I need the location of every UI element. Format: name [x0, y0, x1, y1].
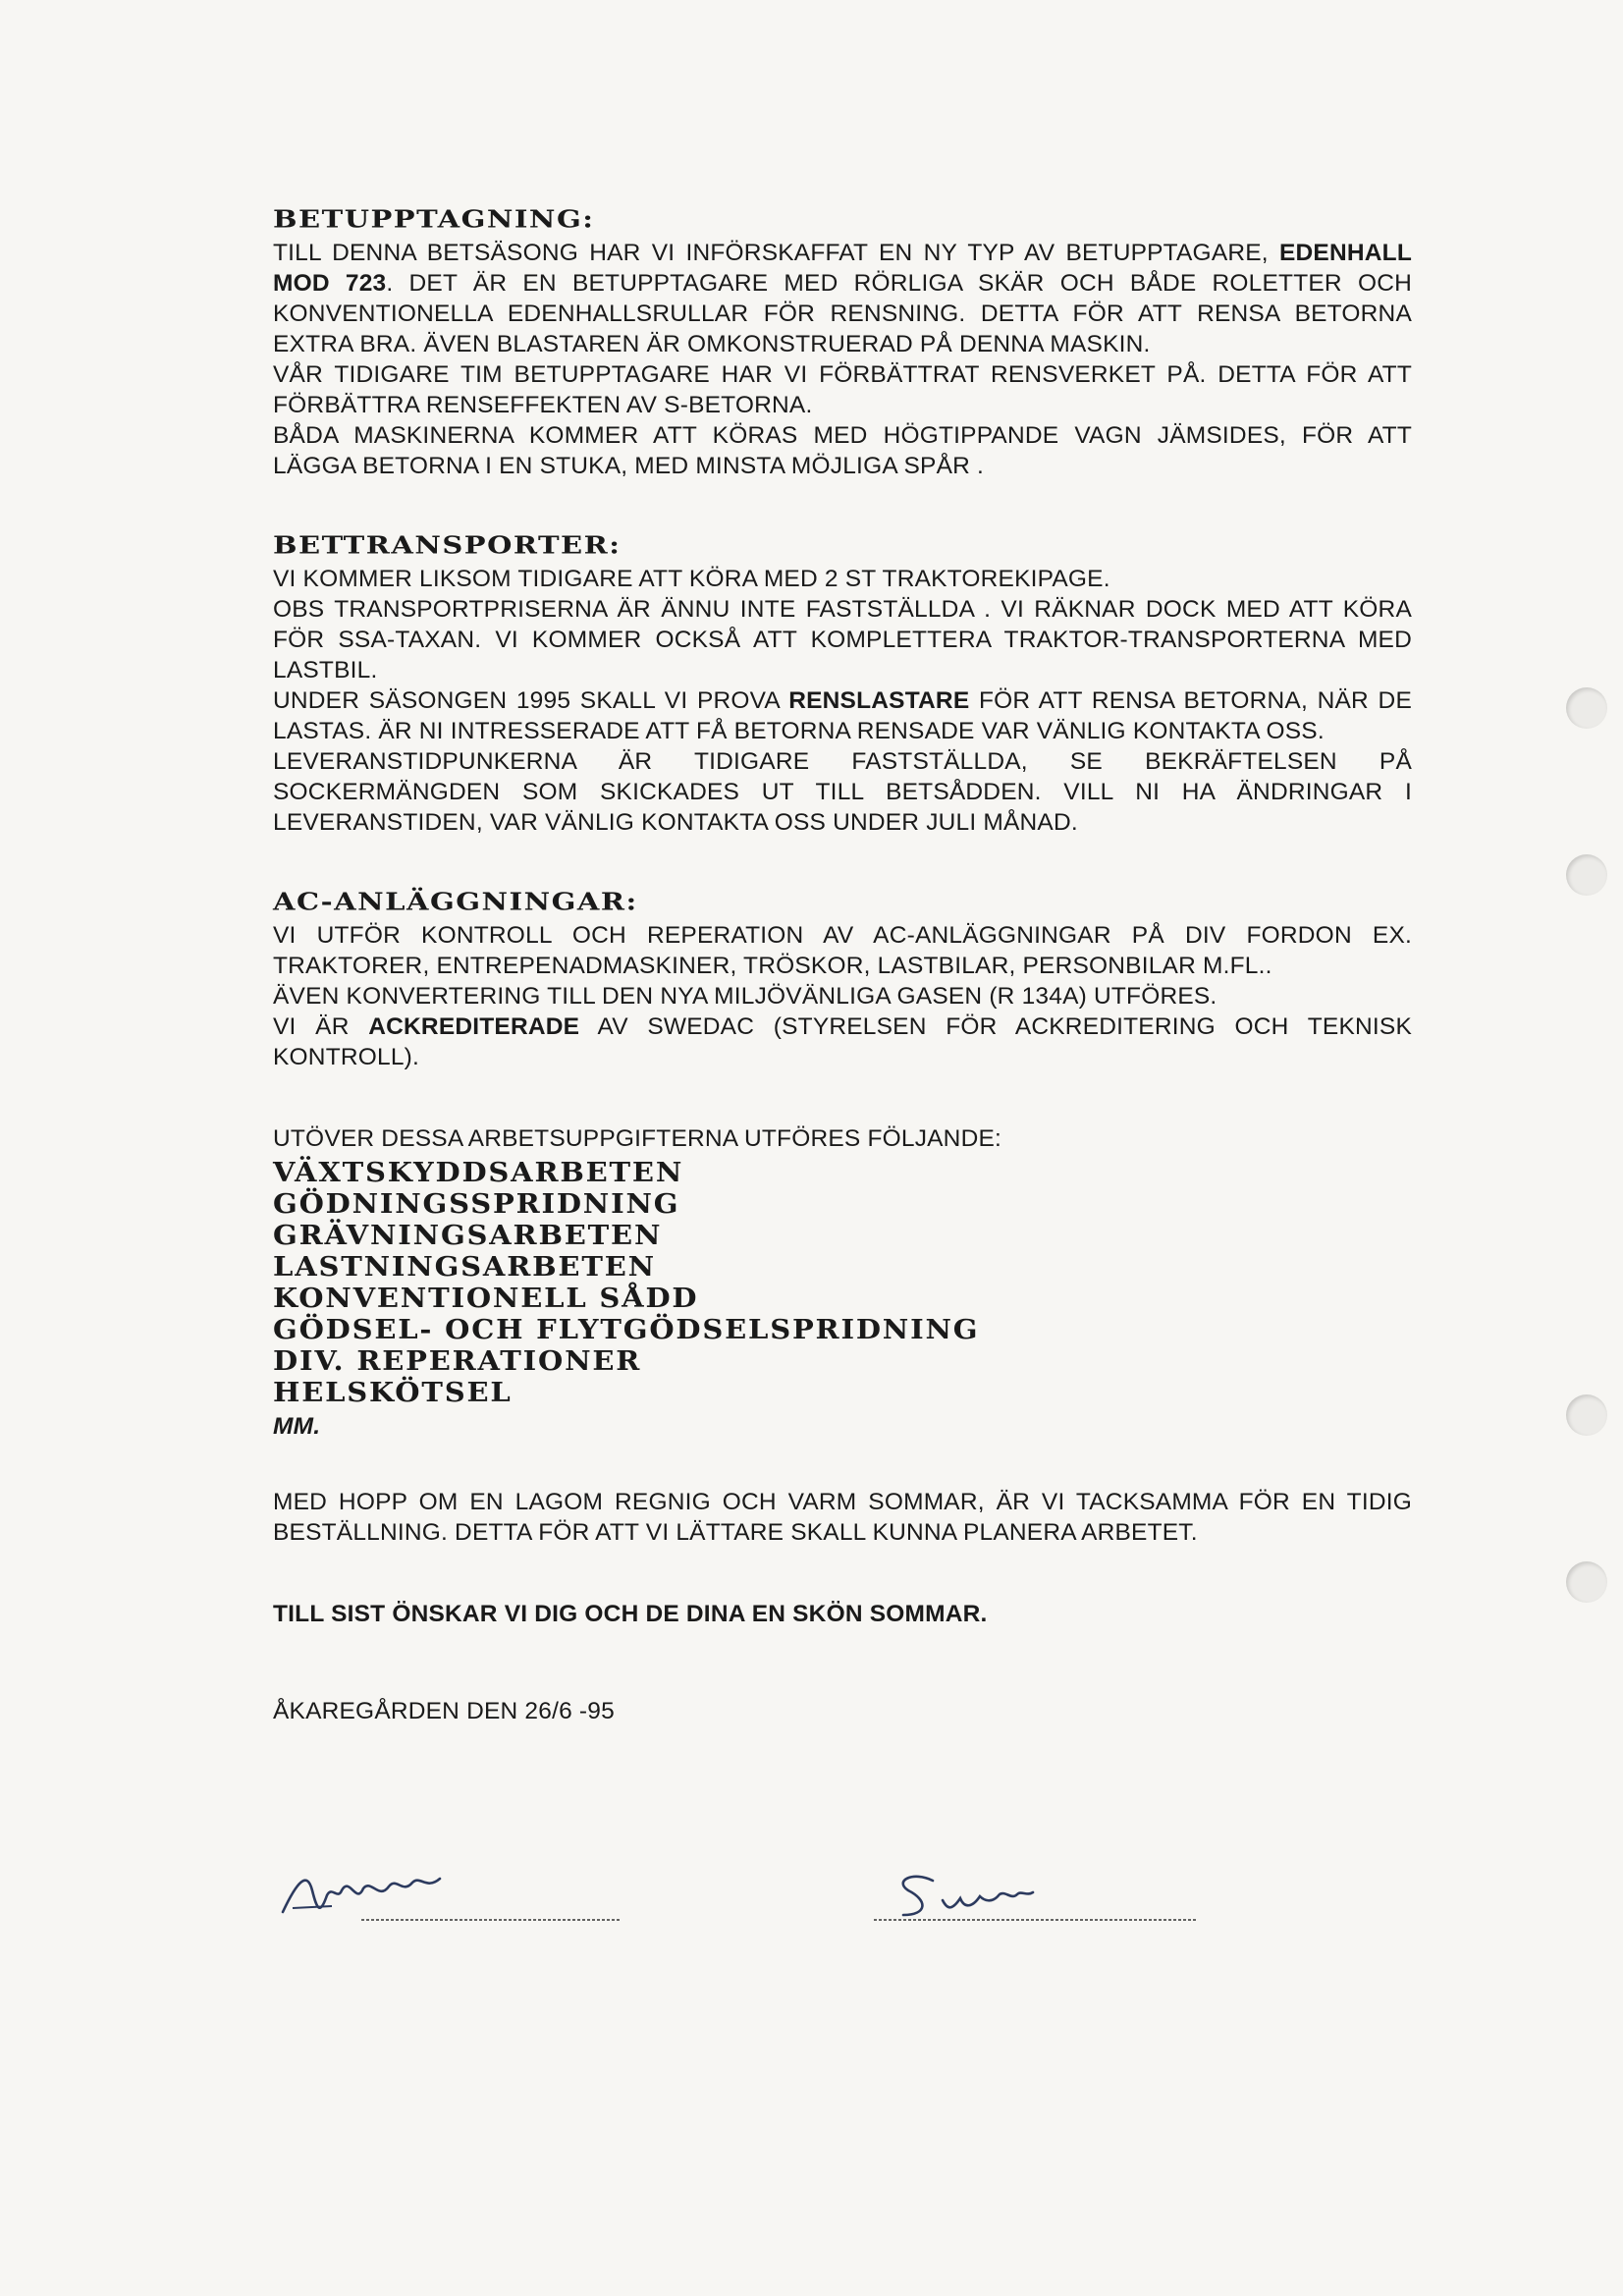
work-item: HELSKÖTSEL [273, 1377, 513, 1408]
bold-text: ACKREDITERADE [368, 1013, 580, 1040]
text-run: VÅR TIDIGARE TIM BETUPPTAGARE HAR VI FÖRBÄTTRAT RENSVERKET PÅ. DETTA FÖR ATT FÖRBÄTTRA RENSEFFEKTEN AV S-BETORNA. [273, 361, 1412, 418]
section-heading: BETTRANSPORTER: [273, 530, 622, 560]
text-run: LEVERANSTIDPUNKERNA ÄR TIDIGARE FASTSTÄLLDA, SE BEKRÄFTELSEN PÅ SOCKERMÄNGDEN SOM SKICKADES UT TILL BETSÅDDEN. VILL NI HA ÄNDRINGAR I LEVERANSTIDEN, VAR VÄNLIG KONTAKTA OSS UNDER JULI MÅNAD. [273, 748, 1412, 836]
list-end: MM. [273, 1413, 321, 1440]
paragraph [273, 238, 1412, 359]
text-run: UNDER SÄSONGEN 1995 SKALL VI PROVA [273, 687, 789, 714]
section-ac-anlaggningar [273, 889, 1412, 1072]
text-run: BÅDA MASKINERNA KOMMER ATT KÖRAS MED HÖGTIPPANDE VAGN JÄMSIDES, FÖR ATT LÄGGA BETORNA I EN STUKA, MED MINSTA MÖJLIGA SPÅR . [273, 422, 1412, 479]
section-paragraphs [273, 564, 1412, 838]
place-date: ÅKAREGÅRDEN DEN 26/6 -95 [273, 1698, 615, 1724]
text-run: AV SWEDAC (STYRELSEN FÖR ACKREDITERING OCH TEKNISK KONTROLL). [273, 1013, 1412, 1070]
work-item: DIV. REPERATIONER [273, 1345, 642, 1377]
paragraph [273, 685, 1412, 746]
list-intro: UTÖVER DESSA ARBETSUPPGIFTERNA UTFÖRES FÖLJANDE: [273, 1125, 1002, 1152]
paragraph [273, 594, 1412, 685]
bold-text: RENSLASTARE [788, 687, 970, 714]
signature-left [273, 1861, 626, 1930]
paragraph [273, 564, 1412, 594]
text-run: FÖR ATT RENSA BETORNA, NÄR DE LASTAS. ÄR NI INTRESSERADE ATT FÅ BETORNA RENSADE VAR VÄNLIG KONTAKTA OSS. [273, 687, 1412, 744]
signature-row [273, 1861, 1255, 1940]
letter-body [273, 206, 1412, 1726]
section-bettransporter [273, 532, 1412, 838]
work-item: GRÄVNINGSARBETEN [273, 1220, 663, 1251]
punch-hole [1566, 1561, 1607, 1603]
work-item: LASTNINGSARBETEN [273, 1251, 656, 1283]
work-item: GÖDNINGSSPRIDNING [273, 1188, 680, 1220]
section-heading: AC-ANLÄGGNINGAR: [273, 887, 638, 916]
paragraph [273, 920, 1412, 981]
closing-paragraph: MED HOPP OM EN LAGOM REGNIG OCH VARM SOMMAR, ÄR VI TACKSAMMA FÖR EN TIDIG BESTÄLLNING. DETTA FÖR ATT VI LÄTTARE SKALL KUNNA PLANERA ARBETET. [273, 1489, 1412, 1546]
punch-hole [1566, 854, 1607, 896]
text-run: ÄVEN KONVERTERING TILL DEN NYA MILJÖVÄNLIGA GASEN (R 134A) UTFÖRES. [273, 983, 1217, 1010]
text-run: VI UTFÖR KONTROLL OCH REPERATION AV AC-ANLÄGGNINGAR PÅ DIV FORDON EX. TRAKTORER, ENTREPENADMASKINER, TRÖSKOR, LASTBILAR, PERSONBILAR M.FL.. [273, 922, 1412, 979]
section-paragraphs [273, 920, 1412, 1072]
paragraph [273, 359, 1412, 420]
paragraph [273, 746, 1412, 838]
text-run: TILL DENNA BETSÄSONG HAR VI INFÖRSKAFFAT EN NY TYP AV BETUPPTAGARE, [273, 240, 1279, 266]
punch-hole [1566, 687, 1607, 729]
work-item: KONVENTIONELL SÅDD [273, 1283, 699, 1314]
work-item: GÖDSEL- OCH FLYTGÖDSELSPRIDNING [273, 1314, 980, 1345]
signature-right [874, 1861, 1208, 1930]
section-betupptagning [273, 206, 1412, 481]
bold-text: EDENHALL MOD 723 [273, 240, 1412, 297]
paragraph [273, 1011, 1412, 1072]
farewell-line: TILL SIST ÖNSKAR VI DIG OCH DE DINA EN SKÖN SOMMAR. [273, 1601, 988, 1627]
work-list [273, 1158, 1412, 1409]
punch-hole [1566, 1394, 1607, 1436]
paragraph [273, 420, 1412, 481]
text-run: VI ÄR [273, 1013, 369, 1040]
section-heading: BETUPPTAGNING: [273, 204, 595, 234]
text-run: VI KOMMER LIKSOM TIDIGARE ATT KÖRA MED 2 ST TRAKTOREKIPAGE. [273, 566, 1110, 592]
section-paragraphs [273, 238, 1412, 481]
paragraph [273, 981, 1412, 1011]
text-run: . DET ÄR EN BETUPPTAGARE MED RÖRLIGA SKÄR OCH BÅDE ROLETTER OCH KONVENTIONELLA EDENHALLSRULLAR FÖR RENSNING. DETTA FÖR ATT RENSA BETORNA EXTRA BRA. ÄVEN BLASTAREN ÄR OMKONSTRUERAD PÅ DENNA MASKIN. [273, 270, 1412, 357]
work-item: VÄXTSKYDDSARBETEN [273, 1157, 684, 1188]
text-run: OBS TRANSPORTPRISERNA ÄR ÄNNU INTE FASTSTÄLLDA . VI RÄKNAR DOCK MED ATT KÖRA FÖR SSA-TAXAN. VI KOMMER OCKSÅ ATT KOMPLETTERA TRAKTOR-TRANSPORTERNA MED LASTBIL. [273, 596, 1412, 683]
